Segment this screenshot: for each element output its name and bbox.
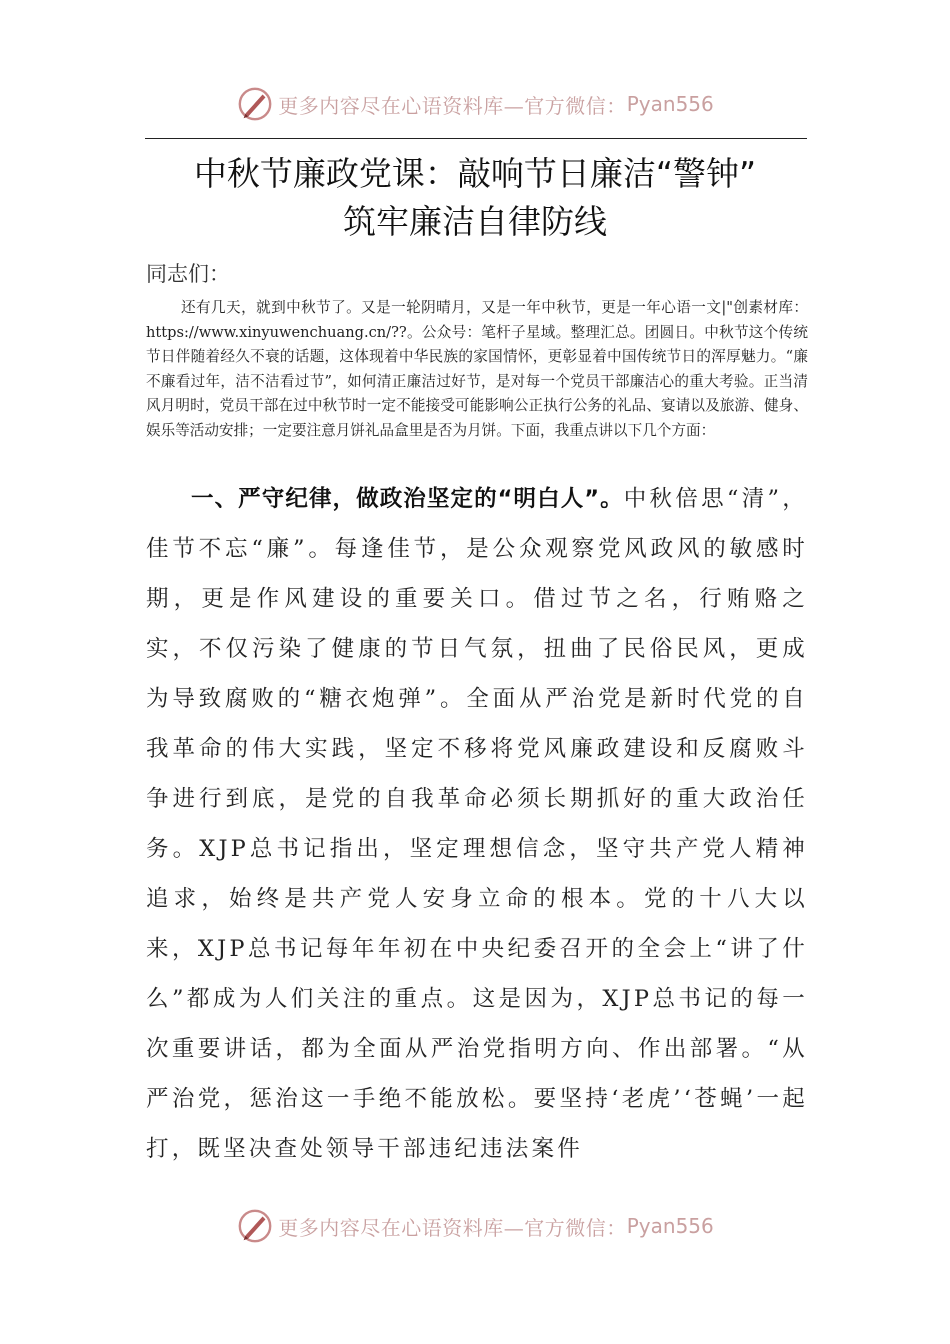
pen-logo-icon — [236, 85, 274, 123]
intro-paragraph: 还有几天，就到中秋节了。又是一轮阴晴月，又是一年中秋节，更是一年心语一文|"创素材库：https://www.xinyuwenchuang.cn/??。公众号：笔杆子星域。整理汇总。团圆日。中秋节这个传统节日伴随着经久不衰的话题，这体现着中华民族的家国情怀，更彰显着中国传统节日的浑厚魅力。“廉不廉看过年，洁不洁看过节”，如何清正廉洁过好节，是对每一个党员干部廉洁心的重大考验。正当清风月明时，党员干部在过中秋节时一定不能接受可能影响公正执行公务的礼品、宴请以及旅游、健身、娱乐等活动安排；一定要注意月饼礼品盒里是否为月饼。下面，我重点讲以下几个方面： — [146, 299, 808, 439]
header-banner-text: 更多内容尽在心语资料库—官方微信： — [278, 93, 627, 118]
header-wechat-id: Pyan556 — [626, 92, 714, 116]
title-line-2: 筑牢廉洁自律防线 — [343, 202, 607, 241]
footer-banner-text: 更多内容尽在心语资料库—官方微信： — [278, 1215, 627, 1240]
header-banner — [0, 82, 950, 126]
footer-banner — [0, 1204, 950, 1248]
page-title — [130, 150, 820, 246]
section-1-paragraph — [146, 474, 808, 1174]
greeting: 同志们： — [146, 262, 230, 286]
pen-logo-icon — [236, 1207, 274, 1245]
section-1-heading: 一、严守纪律，做政治坚定的“明白人”。 — [191, 486, 624, 512]
title-line-1: 中秋节廉政党课：敲响节日廉洁“警钟” — [193, 154, 757, 193]
section-1-body: 中秋倍思“清”，佳节不忘“廉”。每逢佳节，是公众观察党风政风的敏感时期，更是作风建设的重要关口。借过节之名，行贿赂之实，不仅污染了健康的节日气氛，扭曲了民俗民风，更成为导致腐败的“糖衣炮弹”。全面从严治党是新时代党的自我革命的伟大实践，坚定不移将党风廉政建设和反腐败斗争进行到底，是党的自我革命必须长期抓好的重大政治任务。XJP总书记指出，坚定理想信念，坚守共产党人精神追求，始终是共产党人安身立命的根本。党的十八大以来，XJP总书记每年年初在中央纪委召开的全会上“讲了什么”都成为人们关注的重点。这是因为，XJP总书记的每一次重要讲话，都为全面从严治党指明方向、作出部署。“从严治党，惩治这一手绝不能放松。要坚持‘老虎’‘苍蝇’一起打，既坚决查处领导干部违纪违法案件 — [146, 486, 808, 1162]
header-divider — [145, 138, 807, 139]
footer-wechat-id: Pyan556 — [626, 1214, 714, 1238]
